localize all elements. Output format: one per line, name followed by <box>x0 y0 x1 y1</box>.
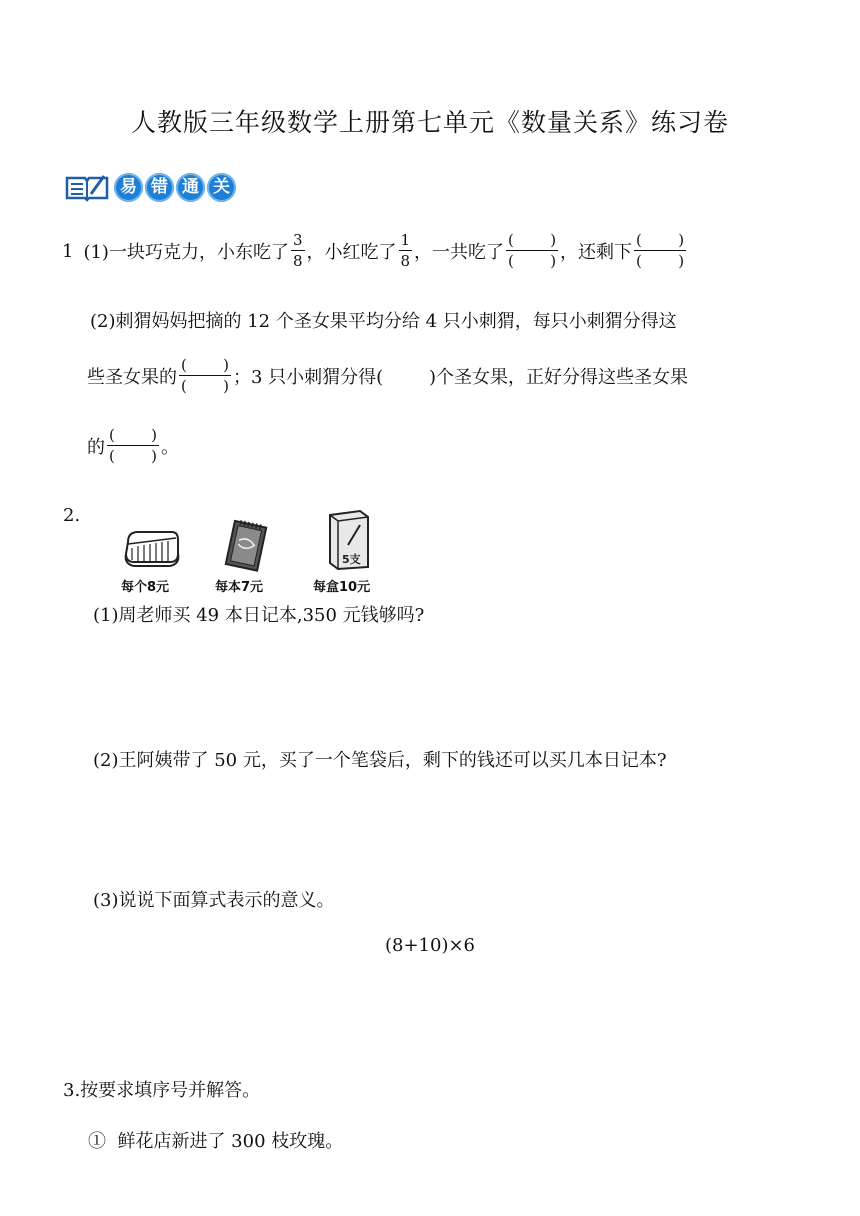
q2-part3: (3)说说下面算式表示的意义。 <box>93 890 335 911</box>
q2-part2: (2)王阿姨带了 50 元，买了一个笔袋后，剩下的钱还可以买几本日记本? <box>93 750 667 771</box>
badge-char: 易 <box>114 173 143 202</box>
page-title: 人教版三年级数学上册第七单元《数量关系》练习卷 <box>130 108 729 137</box>
answer-blank-fraction[interactable]: ( ) ( ) <box>181 356 229 395</box>
q1-p2-line1: (2)刺猬妈妈把摘的 12 个圣女果平均分给 4 只小刺猬，每只小刺猬分得这 <box>90 311 677 332</box>
q2-formula: (8+10)×6 <box>384 935 476 956</box>
q1-p2-text-b: ；3 只小刺猬分得( )个圣女果，正好分得这些圣女果 <box>233 367 688 388</box>
notebook-icon <box>222 518 272 574</box>
pencil-box-icon <box>326 507 372 571</box>
book-pencil-icon <box>64 172 110 202</box>
q3-heading: 3.按要求填序号并解答。 <box>63 1080 261 1101</box>
q1-p1-text-a: (1)一块巧克力，小东吃了 <box>83 242 289 263</box>
fraction-one-eighth: $\frac{1}{8}$ <box>400 231 411 270</box>
badge-char: 关 <box>207 173 236 202</box>
q2-number: 2. <box>63 505 81 526</box>
q1-p1-text-d: ，还剩下 <box>560 242 633 263</box>
q1-p2-text-c: 的 <box>87 437 105 458</box>
answer-blank-fraction[interactable]: ( ) ( ) <box>636 231 685 270</box>
q1-p2-text-d: 。 <box>161 437 179 458</box>
q2-part1: (1)周老师买 49 本日记本,350 元钱够吗? <box>93 605 425 626</box>
notebook-item <box>222 518 272 578</box>
item-caption: 每本7元 <box>215 580 264 595</box>
item-caption: 每个8元 <box>121 580 170 595</box>
q1-number: 1 <box>62 240 74 262</box>
item-caption: 每盒10元 <box>313 580 371 595</box>
answer-blank-fraction[interactable]: ( ) ( ) <box>508 231 557 270</box>
q3-item1: ① 鲜花店新进了 300 枝玫瑰。 <box>88 1131 344 1152</box>
q1-p2-line3 <box>87 428 179 464</box>
q1-part1 <box>62 233 688 269</box>
q1-p1-text-b: ，小红吃了 <box>306 242 397 263</box>
q1-p2-text-a: 些圣女果的 <box>87 367 177 388</box>
answer-blank-fraction[interactable]: ( ) ( ) <box>109 426 157 465</box>
q1-p1-text-c: ，一共吃了 <box>414 242 505 263</box>
q1-p2-line2 <box>87 358 688 394</box>
pencil-case-icon <box>120 524 182 572</box>
badge-char: 通 <box>176 173 205 202</box>
pencil-case-item <box>120 524 182 576</box>
section-banner <box>64 172 238 202</box>
fraction-three-eighths: $\frac{3}{8}$ <box>292 231 303 270</box>
pencil-box-label: 5支 <box>342 553 361 566</box>
badge-char: 错 <box>145 173 174 202</box>
pencil-box-item <box>326 507 372 575</box>
